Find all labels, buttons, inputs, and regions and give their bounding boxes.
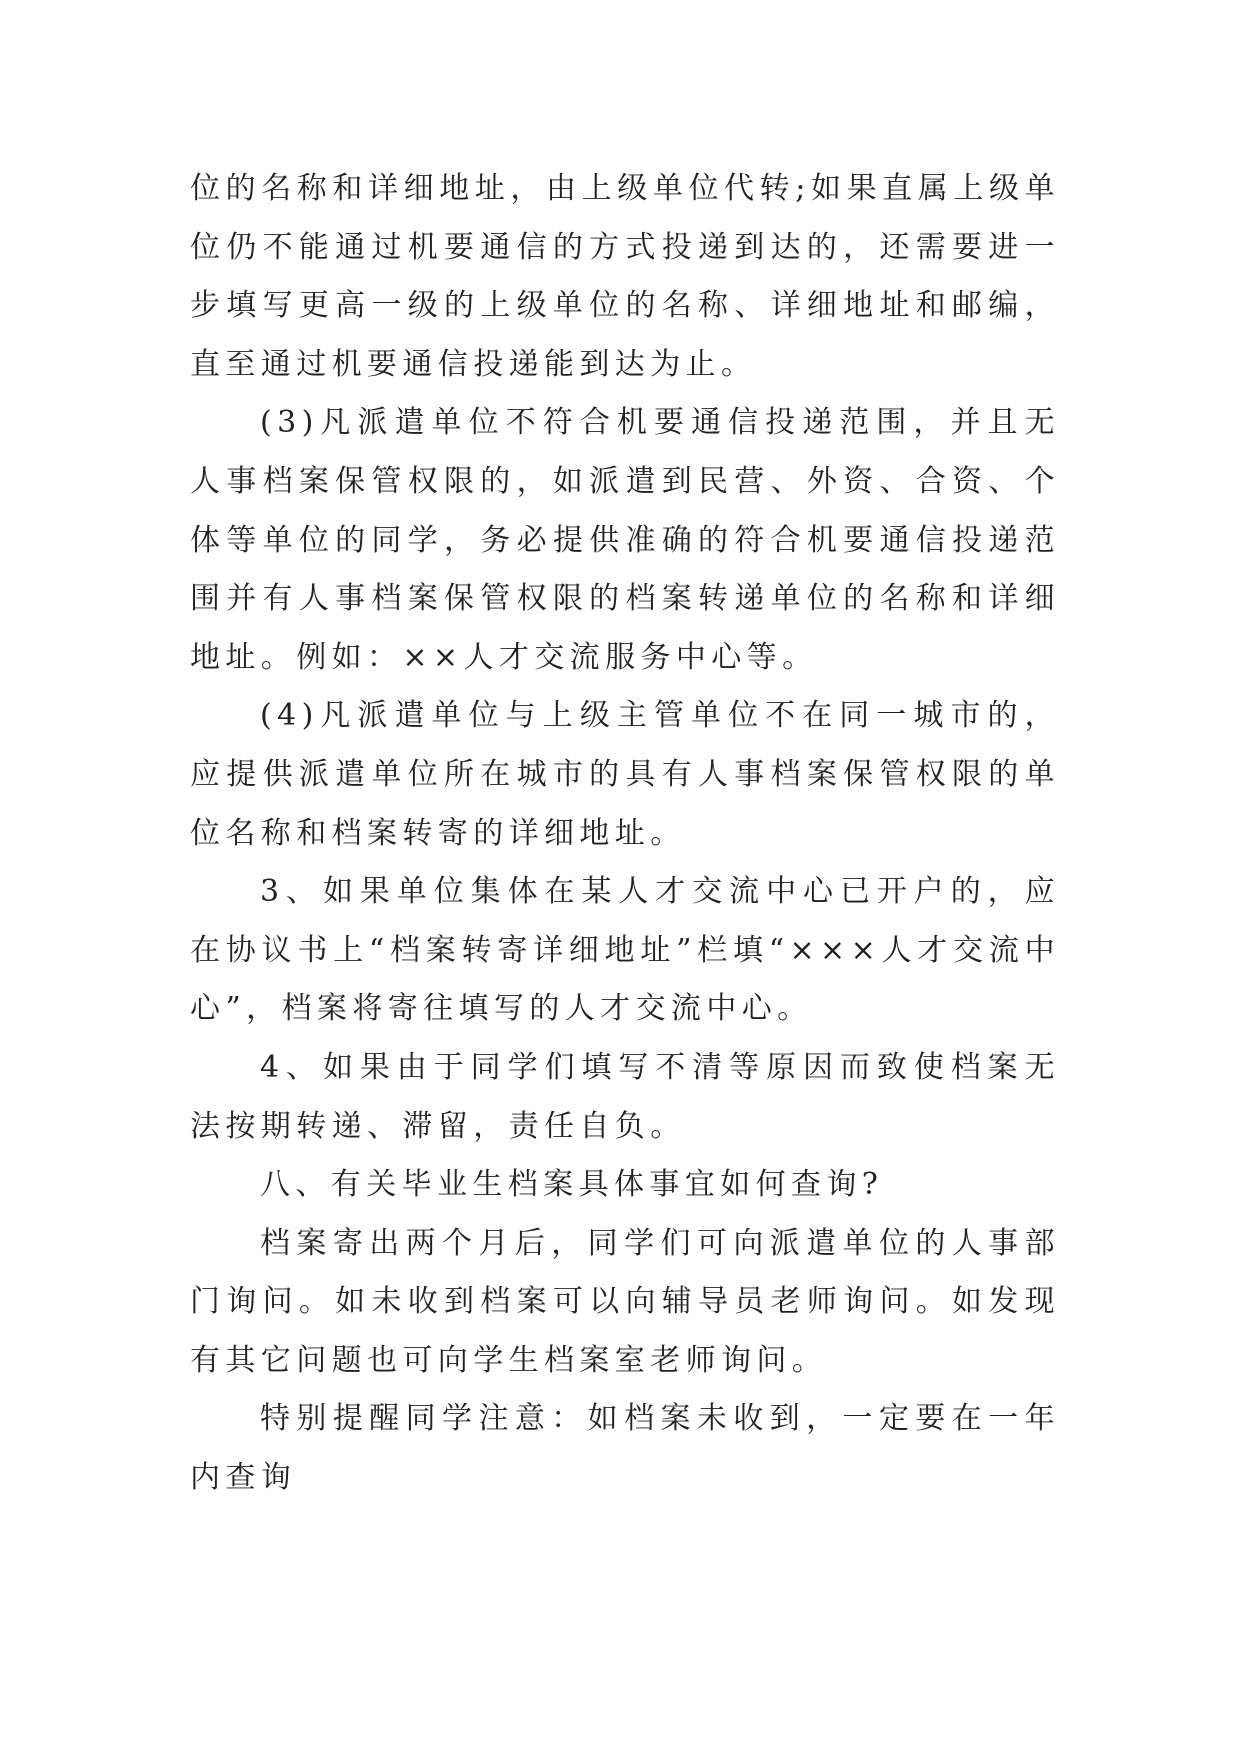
document-page xyxy=(190,160,1060,1508)
paragraph-item-3: (3)凡派遣单位不符合机要通信投递范围，并且无人事档案保管权限的，如派遣到民营、外资、合资、个体等单位的同学，务必提供准确的符合机要通信投递范围并有人事档案保管权限的档案转递单位的名称和详细地址。例如：××人才交流服务中心等。 xyxy=(190,405,1060,675)
paragraph-reminder: 特别提醒同学注意：如档案未收到，一定要在一年内查询 xyxy=(190,1401,1060,1496)
paragraph-continuation: 位的名称和详细地址，由上级单位代转;如果直属上级单位仍不能通过机要通信的方式投递到达的，还需要进一步填写更高一级的上级单位的名称、详细地址和邮编，直至通过机要通信投递能到达为止。 xyxy=(190,171,1060,382)
paragraph-point-4: 4、如果由于同学们填写不清等原因而致使档案无法按期转递、滞留，责任自负。 xyxy=(190,1049,1060,1144)
paragraph-point-3: 3、如果单位集体在某人才交流中心已开户的，应在协议书上“档案转寄详细地址”栏填“×××人才交流中心”，档案将寄往填写的人才交流中心。 xyxy=(190,874,1060,1027)
section-heading-8: 八、有关毕业生档案具体事宜如何查询? xyxy=(260,1167,884,1203)
paragraph-item-4: (4)凡派遣单位与上级主管单位不在同一城市的，应提供派遣单位所在城市的具有人事档案保管权限的单位名称和档案转寄的详细地址。 xyxy=(190,698,1060,851)
paragraph-inquiry: 档案寄出两个月后，同学们可向派遣单位的人事部门询问。如未收到档案可以向辅导员老师询问。如发现有其它问题也可向学生档案室老师询问。 xyxy=(190,1225,1060,1378)
